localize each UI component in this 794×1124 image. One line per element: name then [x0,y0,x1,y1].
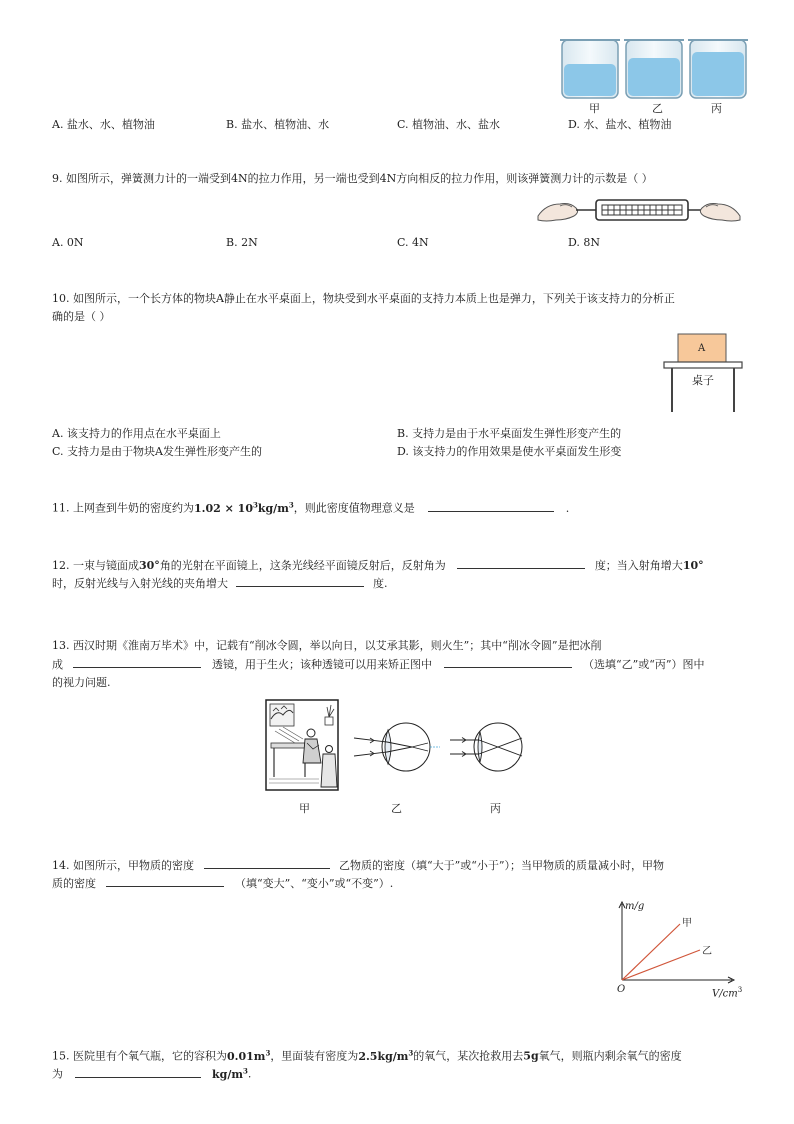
q12-line1 [52,557,704,575]
q12-delta: 10° [682,559,704,572]
spring-scale-figure [536,194,742,226]
q12-angle: 30° [139,559,160,572]
q10-option-a: A. 该支持力的作用点在水平桌面上 [52,427,221,440]
q10-option-c: C. 支持力是由于物块A发生弹性形变产生的 [52,445,262,458]
q14-answer-blank-1[interactable] [204,857,330,869]
q13-line2 [52,656,705,674]
q12-text-b: 角的光射在平面镜上，这条光线经平面镜反射后，反射角为 [159,559,446,572]
q13-line3: 的视力问题. [52,676,111,689]
q9-option-c: C. 4N [397,236,429,249]
q13-answer-blank-2[interactable] [444,656,572,668]
q10-stem-line1: 10. 如图所示，一个长方体的物块A静止在水平桌面上，物块受到水平桌面的支持力本质上也是弹力，下列关于该支持力的分析正 [52,292,675,305]
q10-option-d: D. 该支持力的作用效果是使水平桌面发生形变 [397,445,622,458]
q12-text-d: 时，反射光线与入射光线的夹角增大 [52,577,228,590]
beaker-yi [624,40,684,98]
q9-stem: 9. 如图所示，弹簧测力计的一端受到4N的拉力作用，另一端也受到4N方向相反的拉力作用，则该弹簧测力计的示数是（ ） [52,172,653,185]
q11-value: $1.02 \times 10^3kg/m^3$ [194,500,294,515]
q13-line1: 13. 西汉时期《淮南万毕术》中，记载有“削冰令圆，举以向日，以艾承其影，则火生”；其中“削冰令圆”是把冰削 [52,639,602,652]
q15-end: . [247,1067,252,1081]
figure-label-yi: 乙 [391,802,402,815]
beaker-label-yi: 乙 [652,102,663,115]
q13-text-a: 成 [52,658,63,671]
q15-unit: $kg/m^3$ [212,1066,248,1081]
q11-text-after: ，则此密度值物理意义是 [293,501,415,515]
q8-option-c: C. 植物油、水、盐水 [397,118,501,131]
beaker-bing [688,40,748,98]
eye-diagram-yi [350,712,444,782]
q15-text-c: 的氧气，某次抢救用去 [413,1049,524,1063]
q15-text-a: 15. 医院里有个氧气瓶，它的容积为 [52,1049,227,1063]
q12-text-a: 12. 一束与镜面成 [52,559,139,572]
q10-stem-line2: 确的是（ ） [52,310,111,323]
q15-density: $2.5kg/m^3$ [358,1048,414,1063]
q12-answer-blank-1[interactable] [457,557,585,569]
q12-text-e: 度. [373,577,388,590]
q11-answer-blank[interactable] [428,500,554,512]
q14-text-a: 14. 如图所示，甲物质的密度 [52,859,194,872]
q15-text-b: ，里面装有密度为 [270,1049,359,1063]
beaker-jia [560,40,620,98]
graph-series-yi: 乙 [702,946,712,957]
q10-option-b: B. 支持力是由于水平桌面发生弹性形变产生的 [397,427,622,440]
table-label: 桌子 [692,374,714,387]
q14-line2 [52,875,393,893]
line-jia [622,924,680,980]
q15-volume: $0.01m^3$ [227,1048,271,1063]
eye-diagram-bing [448,712,540,782]
q9-option-d: D. 8N [568,236,601,249]
q12-text-c: 度；当入射角增大 [594,559,683,572]
q15-answer-blank[interactable] [75,1066,201,1078]
q15-line2 [52,1062,251,1084]
beaker-label-bing: 丙 [711,102,722,115]
q13-answer-blank-1[interactable] [73,656,201,668]
q8-option-a: A. 盐水、水、植物油 [52,118,155,131]
graph-y-axis-label: m/g [625,901,645,912]
q8-option-d: D. 水、盐水、植物油 [568,118,672,131]
q12-answer-blank-2[interactable] [236,575,364,587]
q12-line2 [52,575,388,593]
q14-answer-blank-2[interactable] [106,875,224,887]
mass-volume-graph [614,900,744,996]
q13-text-b: 透镜，用于生火；该种透镜可以用来矫正图中 [212,658,432,671]
q14-line1 [52,857,664,875]
q14-text-b: 乙物质的密度（填“大于”或“小于”）；当甲物质的质量减小时，甲物 [339,859,664,872]
q11-end: . [565,501,570,515]
figure-label-jia: 甲 [299,802,310,815]
q15-text-d: 氧气，则瓶内剩余氧气的密度 [538,1049,682,1063]
graph-series-jia: 甲 [682,918,692,929]
graph-x-axis-label: $V/cm^3$ [712,986,743,1000]
q13-text-c: （选填“乙”或“丙”）图中 [583,658,705,671]
q15-text-e: 为 [52,1067,63,1081]
graph-origin: O [617,984,626,995]
figure-label-bing: 丙 [490,802,501,815]
q14-text-d: （填“变大”、“变小”或“不变”）. [235,877,394,890]
ancient-scene-illustration [265,699,339,791]
q11-text-before: 11. 上网查到牛奶的密度约为 [52,501,194,515]
q9-option-a: A. 0N [52,236,84,249]
beakers-figure [558,36,748,100]
beaker-label-jia: 甲 [589,102,600,115]
q9-option-b: B. 2N [226,236,258,249]
q15-mass: 5g [523,1049,539,1063]
q11-line [52,496,569,518]
q8-option-b: B. 盐水、植物油、水 [226,118,330,131]
line-yi [622,950,700,980]
q14-text-c: 质的密度 [52,877,96,890]
block-label: A [698,343,706,354]
